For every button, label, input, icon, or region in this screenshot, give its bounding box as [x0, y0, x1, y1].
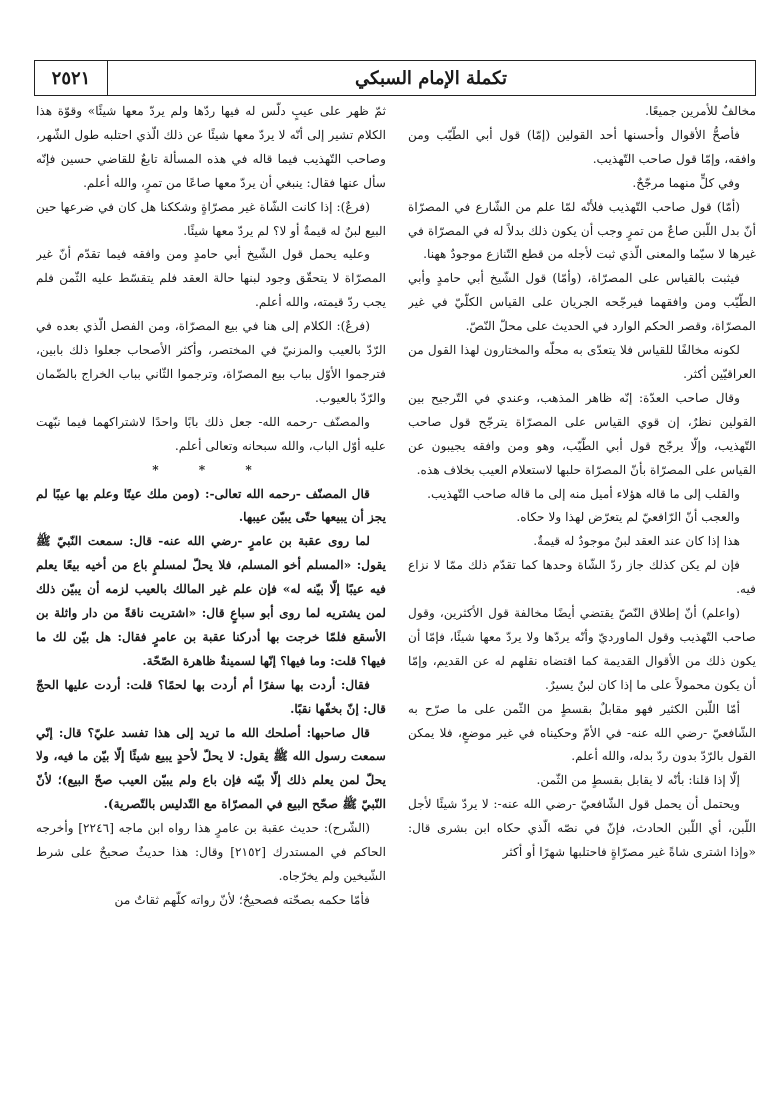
paragraph: فيثبت بالقياس على المصرّاة، (وأمّا) قول الشّيخ أبي حامدٍ وأبي الطّيّب ومن وافقهما فيرجّحه الجريان على القياس الكلّيّ في غير المصرّاة، وقصر الحكم الوارد في الحديث على محلّ النّصّ. — [408, 271, 756, 334]
paragraph: مخالفٌ للأمرين جميعًا. — [645, 104, 756, 118]
paragraph: (فرعٌ): إذا كانت الشّاة غير مصرّاةٍ وشككنا هل كان في ضرعها حين البيع لبنٌ له قيمةٌ أو لا؟ لم يردّ معها شيئًا. — [36, 199, 386, 238]
right-column — [408, 100, 756, 1090]
paragraph: ويحتمل أن يحمل قول الشّافعيّ -رضي الله عنه-: لا يردّ شيئًا لأجل اللّبن، أي اللّبن الحادث، فإنّ في نصّه الّذي حكاه ابن بشرى قال: «وإذا اشترى شاةً غير مصرّاةٍ فاحتلبها شهرًا أو أكثر — [408, 797, 756, 860]
section-separator: * * * — [152, 462, 270, 477]
paragraph: فإن لم يكن كذلك جاز ردّ الشّاة وحدها كما تقدّم ذلك ممّا لا نزاع فيه. — [408, 558, 756, 597]
paragraph: فأمّا حكمه بصحّته فصحيحٌ؛ لأنّ رواته كلّهم ثقاتٌ من — [114, 892, 370, 907]
paragraph: والعجب أنّ الرّافعيّ لم يتعرّض لهذا ولا حكاه. — [516, 510, 740, 525]
paragraph: (فرعٌ): الكلام إلى هنا في بيع المصرّاة، ومن الفصل الّذي بعده في الرّدّ بالعيب والمزنيّ في المختصر، وأكثر الأصحاب جعلوا ذلك بابين، فترجموا الأوّل بباب بيع المصرّاة، وترجموا الثّاني بباب الخراج بالضّمان والرّدّ بالعيوب. — [36, 319, 386, 405]
quoted-text: قال المصنّف -رحمه الله تعالى-: (ومن ملك عينًا وعلم بها عيبًا لم يجز أن يبيعها حتّى يبيّن عيبها. — [36, 486, 386, 525]
paragraph: إلّا إذا قلنا: بأنّه لا يقابل بقسطٍ من الثّمن. — [536, 773, 740, 788]
paragraph: هذا إذا كان عند العقد لبنٌ موجودٌ له قيمةٌ. — [533, 534, 740, 549]
running-title: تكملة الإمام السبكي — [355, 67, 507, 89]
quoted-text: قال صاحبها: أصلحك الله ما تريد إلى هذا تفسد عليّ؟ قال: إنّي سمعت رسول الله ﷺ يقول: لا يحلّ لأحدٍ يبيع شيئًا إلّا بيّن ما فيه، ولا يحلّ لمن يعلم ذلك إلّا بيّنه فإن باع ولم يبيّن العيب صحّ البيع)؛ لأنّ النّبيّ ﷺ صحّح البيع في المصرّاة مع التّدليس بالتّصرية). — [36, 725, 386, 812]
paragraph: ثمّ ظهر على عيبٍ دلّس له فيها ردّها ولم يردّ معها شيئًا» وقوّة هذا الكلام تشير إلى أنّه لا يردّ معها شيئًا عن ذلك الّذي احتلبه طول الشّهر، وصاحب التّهذيب فيما قاله في هذه المسألة تابعٌ للقاضي حسين فإنّه سأل عنها فقال: ينبغي أن يردّ معها صاعًا من تمرٍ، والله أعلم. — [36, 104, 386, 190]
paragraph: والمصنّف -رحمه الله- جعل ذلك بابًا واحدًا لاشتراكهما فيما نبّهت عليه أوّل الباب، والله سبحانه وتعالى أعلم. — [36, 414, 386, 453]
paragraph: فأصحُّ الأقوال وأحسنها أحد القولين (إمّا) قول أبي الطّيّب ومن وافقه، وإمّا قول صاحب التّهذيب. — [408, 127, 756, 166]
page-number: ٢٥٢١ — [51, 67, 91, 89]
paragraph: وفي كلٍّ منهما مرجّحٌ. — [632, 175, 740, 190]
paragraph: وقال صاحب العدّة: إنّه ظاهر المذهب، وعندي في التّرجيح بين القولين نظرٌ، إن قوي القياس على المصرّاة يترجّح قول صاحب التّهذيب، وإلّا يرجّح قول أبي الطّيّب، وهو ومن وافقه يجيبون عن القياس على المصرّاة بأنّ المصرّاة حلبها لاستعلام العيب بخلاف هذه. — [408, 390, 756, 477]
paragraph: (الشّرح): حديث عقبة بن عامرٍ هذا رواه ابن ماجه [٢٢٤٦] وأخرجه الحاكم في المستدرك [٢١٥٢] وقال: هذا حديثٌ صحيحٌ على شرط الشّيخين ولم يخرّجاه. — [36, 821, 386, 883]
paragraph: لكونه مخالفًا للقياس فلا يتعدّى به محلّه والمختارون لهذا القول من العراقيّين أكثر. — [408, 343, 756, 381]
paragraph: (أمّا) قول صاحب التّهذيب فلأنّه لمّا علم من الشّارع في المصرّاة أنّ بدل اللّبن صاعٌ من تمرٍ وجب أن يكون ذلك بدلاً له في المصرّاة في غيرها لا سيّما والمعنى الّذي ثبت لأجله من قطع التّنازع موجودٌ ههنا. — [408, 199, 756, 262]
paragraph: وعليه يحمل قول الشّيخ أبي حامدٍ ومن وافقه فيما تقدّم أنّ غير المصرّاة لا يتحقّق وجود لبنها حالة العقد فلم يتقسّط عليه الثّمن فلم يجب ردّ قيمته، والله أعلم. — [36, 247, 386, 310]
paragraph: والقلب إلى ما قاله هؤلاء أميل منه إلى ما قاله صاحب التّهذيب. — [427, 486, 740, 501]
quoted-text: لما روى عقبة بن عامرٍ -رضي الله عنه- قال: سمعت النّبيّ ﷺ يقول: «المسلم أخو المسلم، فلا يحلّ لمسلمٍ باع من أخيه بيعًا يعلم فيه عيبًا إلّا بيّنه له» فإن علم غير المالك بالعيب لزمه أن يبيّن ذلك لمن يشتريه لما روى أبو سباعٍ قال: «اشتريت ناقةً من دار واثلة بن الأسقع فلمّا خرجت بها أدركنا عقبة بن عامرٍ فقال: هل بيّن لك ما فيها؟ قلت: وما فيها؟ إنّها لسمينةٌ ظاهرة الصّحّة. — [36, 534, 386, 668]
paragraph: أمّا اللّبن الكثير فهو مقابلٌ بقسطٍ من الثّمن على ما صرّح به الشّافعيّ -رضي الله عنه- في الأمّ وحكيناه في غير موضعٍ، فلا يمكن القول بالرّدّ بدون ردّ بدله، والله أعلم. — [408, 701, 756, 764]
quoted-text: فقال: أردت بها سفرًا أم أردت بها لحمًا؟ قلت: أردت عليها الحجّ قال: إنّ بخفّها نقبًا. — [36, 677, 386, 716]
paragraph: (واعلم) أنّ إطلاق النّصّ يقتضي أيضًا مخالفة قول الأكثرين، وقول صاحب التّهذيب وقول الماورديّ وأنّه يردّها ولا يردّ معها شيئًا، فإمّا أن يكون ذلك من الأقوال القديمة كما اقتضاه نقلهم له عن القديم، وإمّا أن يكون محمولاً على ما إذا كان لبنٌ يسيرٌ. — [408, 606, 756, 692]
left-column — [36, 100, 386, 1090]
page-header — [34, 60, 756, 96]
